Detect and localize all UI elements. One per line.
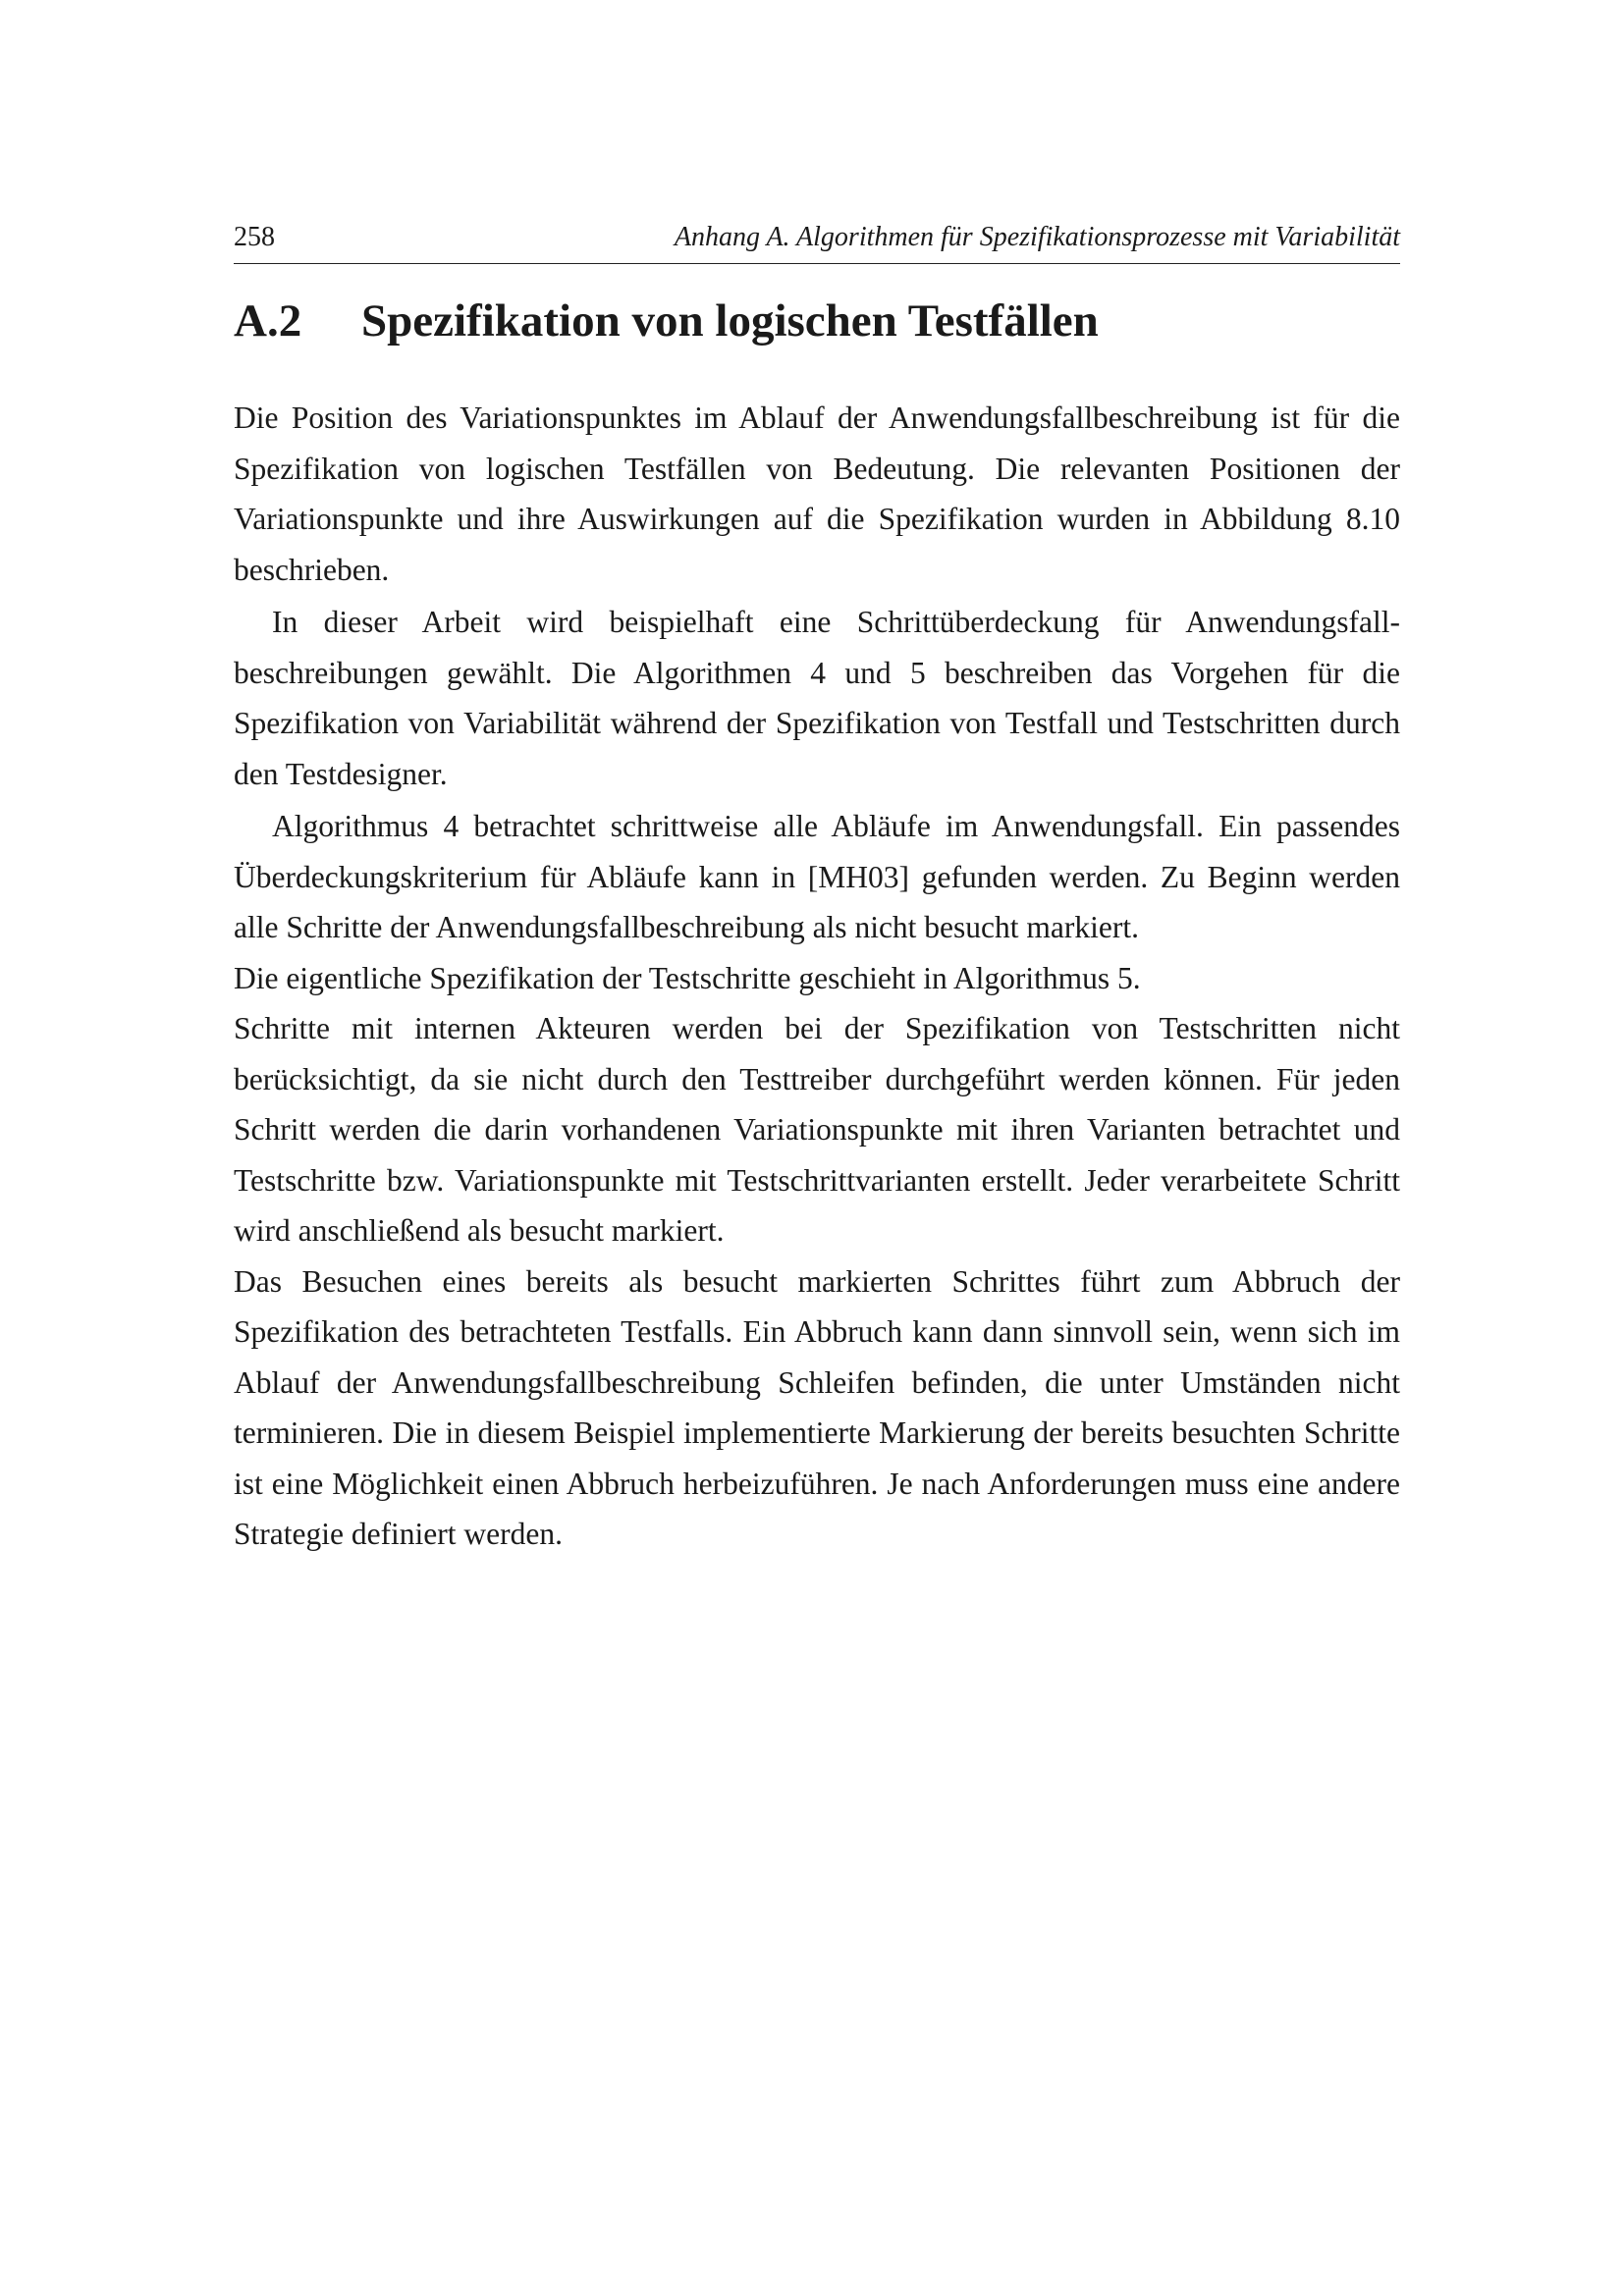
body-text xyxy=(234,393,1400,1560)
paragraph-2: In dieser Arbeit wird beispielhaft eine Schrittüberdeckung für Anwendungsfallbeschreibungen gewählt. Die Algorithmen 4 und 5 beschreiben das Vorgehen für die Spezifikation von Variabilität während der Spezifikation von Testfall und Testschritten durch den Testdesigner. xyxy=(234,605,1400,791)
paragraph-3: Algorithmus 4 betrachtet schrittweise alle Abläufe im Anwendungsfall. Ein passendes Überdeckungskriterium für Abläufe kann in [MH03] gefunden werden. Zu Beginn werden alle Schritte der Anwendungsfallbeschreibung als nicht besucht markiert. xyxy=(234,809,1400,944)
paragraph-5: Schritte mit internen Akteuren werden bei der Spezifikation von Testschritten nicht berücksichtigt, da sie nicht durch den Testtreiber durchgeführt werden können. Für jeden Schritt werden die darin vorhandenen Variationspunkte mit ihren Varianten betrachtet und Testschritte bzw. Variationspunkte mit Testschrittvarianten erstellt. Jeder verarbeitete Schritt wird anschließend als besucht markiert. xyxy=(234,1011,1400,1248)
paragraph-1: Die Position des Variationspunktes im Ablauf der Anwendungsfallbeschreibung ist für die Spezifikation von logischen Testfällen von Bedeutung. Die relevanten Positionen der Variationspunkte und ihre Auswirkungen auf die Spezifikation wurden in Abbildung 8.10 beschrieben. xyxy=(234,400,1400,587)
paragraph-4: Die eigentliche Spezifikation der Testschritte geschieht in Algorithmus 5. xyxy=(234,960,1141,995)
section-title: Spezifikation von logischen Testfällen xyxy=(361,295,1099,347)
paragraph-6: Das Besuchen eines bereits als besucht markierten Schrittes führt zum Abbruch der Spezifikation des betrachteten Testfalls. Ein Abbruch kann dann sinnvoll sein, wenn sich im Ablauf der Anwendungsfallbeschreibung Schleifen befinden, die unter Umständen nicht terminieren. Die in diesem Beispiel implementierte Markierung der bereits besuchten Schritte ist eine Möglichkeit einen Abbruch herbeizuführen. Je nach Anforderungen muss eine andere Strategie definiert werden. xyxy=(234,1263,1400,1551)
page-number: 258 xyxy=(234,222,275,252)
page-header xyxy=(234,218,1400,264)
section-number: A.2 xyxy=(234,295,302,347)
running-title: Anhang A. Algorithmen für Spezifikationsprozesse mit Variabilität xyxy=(674,222,1400,252)
section-heading xyxy=(234,294,1400,347)
